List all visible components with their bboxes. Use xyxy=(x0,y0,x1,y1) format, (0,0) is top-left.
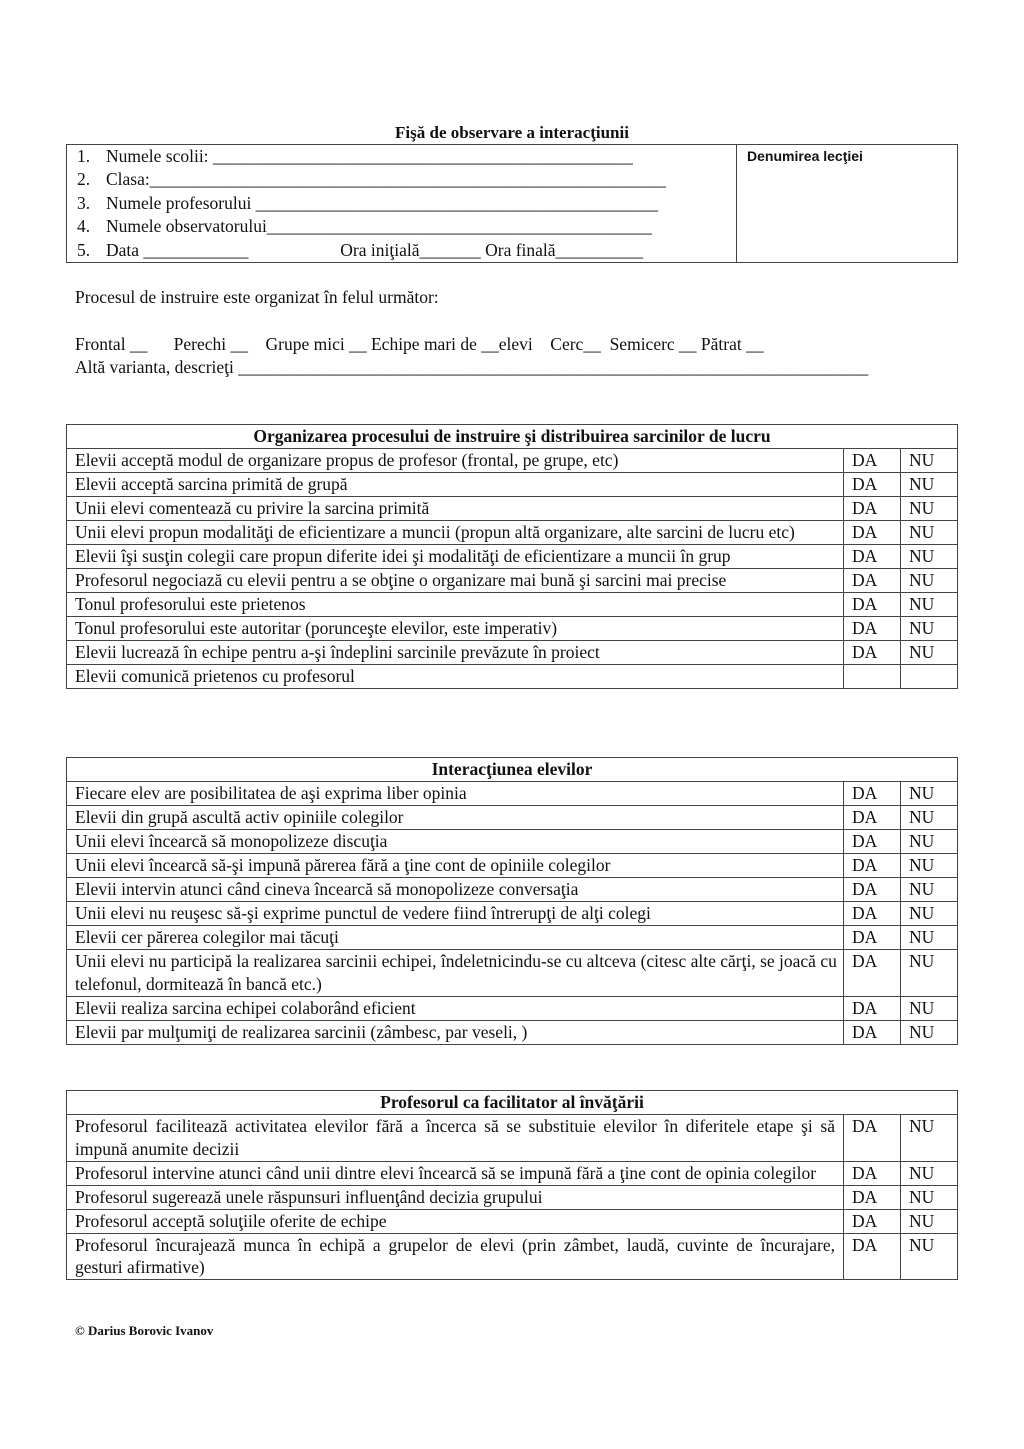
table-row: Elevii par mulţumiţi de realizarea sarcinii (zâmbesc, par veseli, ) DA NU xyxy=(67,1020,958,1044)
other-variant-line: Altă varianta, descrieţi ________________________________________________________________________ xyxy=(75,357,869,377)
nu-cell: NU xyxy=(900,497,957,521)
section-heading: Profesorul ca facilitator al învăţării xyxy=(67,1091,958,1115)
nu-cell: NU xyxy=(900,641,957,665)
da-cell: DA xyxy=(844,1161,901,1185)
table-row: Profesorul încurajează munca în echipă a grupelor de elevi (prin zâmbet, laudă, cuvinte de încurajare, gesturi afirmative) DA NU xyxy=(67,1233,958,1280)
da-cell: DA xyxy=(843,569,900,593)
section-heading: Interacţiunea elevilor xyxy=(67,758,958,782)
nu-cell: NU xyxy=(901,902,958,926)
table-row: Elevii din grupă ascultă activ opiniile colegilor DA NU xyxy=(67,806,958,830)
nu-cell: NU xyxy=(900,545,957,569)
da-cell: DA xyxy=(844,950,901,997)
nu-cell: NU xyxy=(901,830,958,854)
table-row: Unii elevi nu reuşesc să-şi exprime punctul de vedere fiind întrerupţi de alţi colegi DA NU xyxy=(67,902,958,926)
formats-line: Frontal __ Perechi __ Grupe mici __ Echipe mari de __elevi Cerc__ Semicerc __ Pătrat __ xyxy=(75,334,764,354)
nu-cell: NU xyxy=(900,473,957,497)
table-row: Elevii îşi susţin colegii care propun diferite idei şi modalităţi de eficientizare a muncii în grup DA NU xyxy=(67,545,958,569)
table-row: Elevii lucrează în echipe pentru a-şi îndeplini sarcinile prevăzute în proiect DA NU xyxy=(67,641,958,665)
table-row: Elevii acceptă sarcina primită de grupă DA NU xyxy=(67,473,958,497)
nu-cell: NU xyxy=(901,1233,958,1280)
info-field: 4. Numele observatorului____________________________________________ xyxy=(77,215,728,238)
nu-cell: NU xyxy=(901,1209,958,1233)
table-row: Profesorul facilitează activitatea elevilor fără a încerca să se substituie elevilor în diferitele etape şi să impună anumite decizii DA NU xyxy=(67,1115,958,1162)
da-cell: DA xyxy=(844,830,901,854)
nu-cell: NU xyxy=(901,1161,958,1185)
info-field: 3. Numele profesorului ______________________________________________ xyxy=(77,192,728,215)
da-cell: DA xyxy=(843,497,900,521)
table-row: Unii elevi nu participă la realizarea sarcinii echipei, îndeletnicindu-se cu altceva (citesc alte cărţi, se joacă cu telefonul, dormitează în bancă etc.) DA NU xyxy=(67,950,958,997)
da-cell: DA xyxy=(844,1233,901,1280)
da-cell: DA xyxy=(844,806,901,830)
table-row: Unii elevi propun modalităţi de eficientizare a muncii (propun altă organizare, alte sarcini de lucru etc) DA NU xyxy=(67,521,958,545)
nu-cell: NU xyxy=(900,569,957,593)
section-table-facilitator xyxy=(66,1090,958,1280)
info-field: 2. Clasa:___________________________________________________________ xyxy=(77,168,728,191)
da-cell: DA xyxy=(843,521,900,545)
da-cell: DA xyxy=(843,617,900,641)
da-cell: DA xyxy=(843,473,900,497)
page-title: Fişă de observare a interacţiunii xyxy=(395,123,629,142)
table-row: Elevii intervin atunci când cineva încearcă să monopolizeze conversaţia DA NU xyxy=(67,878,958,902)
nu-cell: NU xyxy=(901,782,958,806)
nu-cell: NU xyxy=(901,950,958,997)
table-row: Profesorul sugerează unele răspunsuri influenţând decizia grupului DA NU xyxy=(67,1185,958,1209)
nu-cell xyxy=(900,665,957,689)
da-cell: DA xyxy=(844,926,901,950)
table-row: Profesorul intervine atunci când unii dintre elevi încearcă să se impună fără a ţine cont de opinia colegilor DA NU xyxy=(67,1161,958,1185)
da-cell: DA xyxy=(844,782,901,806)
section-heading: Organizarea procesului de instruire şi distribuirea sarcinilor de lucru xyxy=(67,425,958,449)
copyright-footer: © Darius Borovic Ivanov xyxy=(75,1323,214,1338)
da-cell: DA xyxy=(844,1020,901,1044)
da-cell: DA xyxy=(843,593,900,617)
da-cell xyxy=(843,665,900,689)
nu-cell: NU xyxy=(901,996,958,1020)
da-cell: DA xyxy=(843,449,900,473)
lesson-name-cell xyxy=(737,145,958,263)
table-row: Elevii acceptă modul de organizare propus de profesor (frontal, pe grupe, etc) DA NU xyxy=(67,449,958,473)
nu-cell: NU xyxy=(901,806,958,830)
da-cell: DA xyxy=(844,1185,901,1209)
nu-cell: NU xyxy=(901,854,958,878)
nu-cell: NU xyxy=(900,449,957,473)
da-cell: DA xyxy=(844,902,901,926)
date-time-field: Data ____________ Ora iniţială_______ Ora finală__________ xyxy=(106,239,644,260)
table-row: Profesorul negociază cu elevii pentru a se obţine o organizare mai bună şi sarcini mai precise DA NU xyxy=(67,569,958,593)
nu-cell: NU xyxy=(901,1185,958,1209)
da-cell: DA xyxy=(844,996,901,1020)
section-table-interaction xyxy=(66,757,958,1045)
da-cell: DA xyxy=(843,641,900,665)
da-cell: DA xyxy=(844,1115,901,1162)
info-field: 5. Data ____________ Ora iniţială_______ Ora finală__________ xyxy=(77,239,728,262)
table-row: Unii elevi încearcă să monopolizeze discuţia DA NU xyxy=(67,830,958,854)
observer-name-field: Numele observatorului____________________________________________ xyxy=(106,216,652,237)
nu-cell: NU xyxy=(901,1020,958,1044)
nu-cell: NU xyxy=(900,593,957,617)
table-row: Tonul profesorului este prietenos DA NU xyxy=(67,593,958,617)
table-row: Tonul profesorului este autoritar (porunceşte elevilor, este imperativ) DA NU xyxy=(67,617,958,641)
table-row: Unii elevi comentează cu privire la sarcina primită DA NU xyxy=(67,497,958,521)
nu-cell: NU xyxy=(901,926,958,950)
nu-cell: NU xyxy=(900,617,957,641)
lesson-name-label: Denumirea lecţiei xyxy=(747,148,863,164)
table-row: Fiecare elev are posibilitatea de aşi exprima liber opinia DA NU xyxy=(67,782,958,806)
teacher-name-field: Numele profesorului ______________________________________________ xyxy=(106,192,659,213)
table-row: Elevii realiza sarcina echipei colaborând eficient DA NU xyxy=(67,996,958,1020)
table-row: Elevii cer părerea colegilor mai tăcuţi DA NU xyxy=(67,926,958,950)
table-row: Unii elevi încearcă să-şi impună părerea fără a ţine cont de opiniile colegilor DA NU xyxy=(67,854,958,878)
da-cell: DA xyxy=(843,545,900,569)
header-table xyxy=(66,144,958,263)
nu-cell: NU xyxy=(900,521,957,545)
section-table-organization xyxy=(66,424,958,689)
table-row: Elevii comunică prietenos cu profesorul xyxy=(67,665,958,689)
da-cell: DA xyxy=(844,854,901,878)
info-field: 1. Numele scolii: ________________________________________________ xyxy=(77,145,728,168)
da-cell: DA xyxy=(844,1209,901,1233)
da-cell: DA xyxy=(844,878,901,902)
class-field: Clasa:___________________________________________________________ xyxy=(106,169,666,190)
table-row: Profesorul acceptă soluţiile oferite de echipe DA NU xyxy=(67,1209,958,1233)
nu-cell: NU xyxy=(901,878,958,902)
process-intro: Procesul de instruire este organizat în felul următor: xyxy=(75,287,439,307)
info-fields xyxy=(67,145,737,263)
school-name-field: Numele scolii: ________________________________________________ xyxy=(106,146,633,166)
nu-cell: NU xyxy=(901,1115,958,1162)
